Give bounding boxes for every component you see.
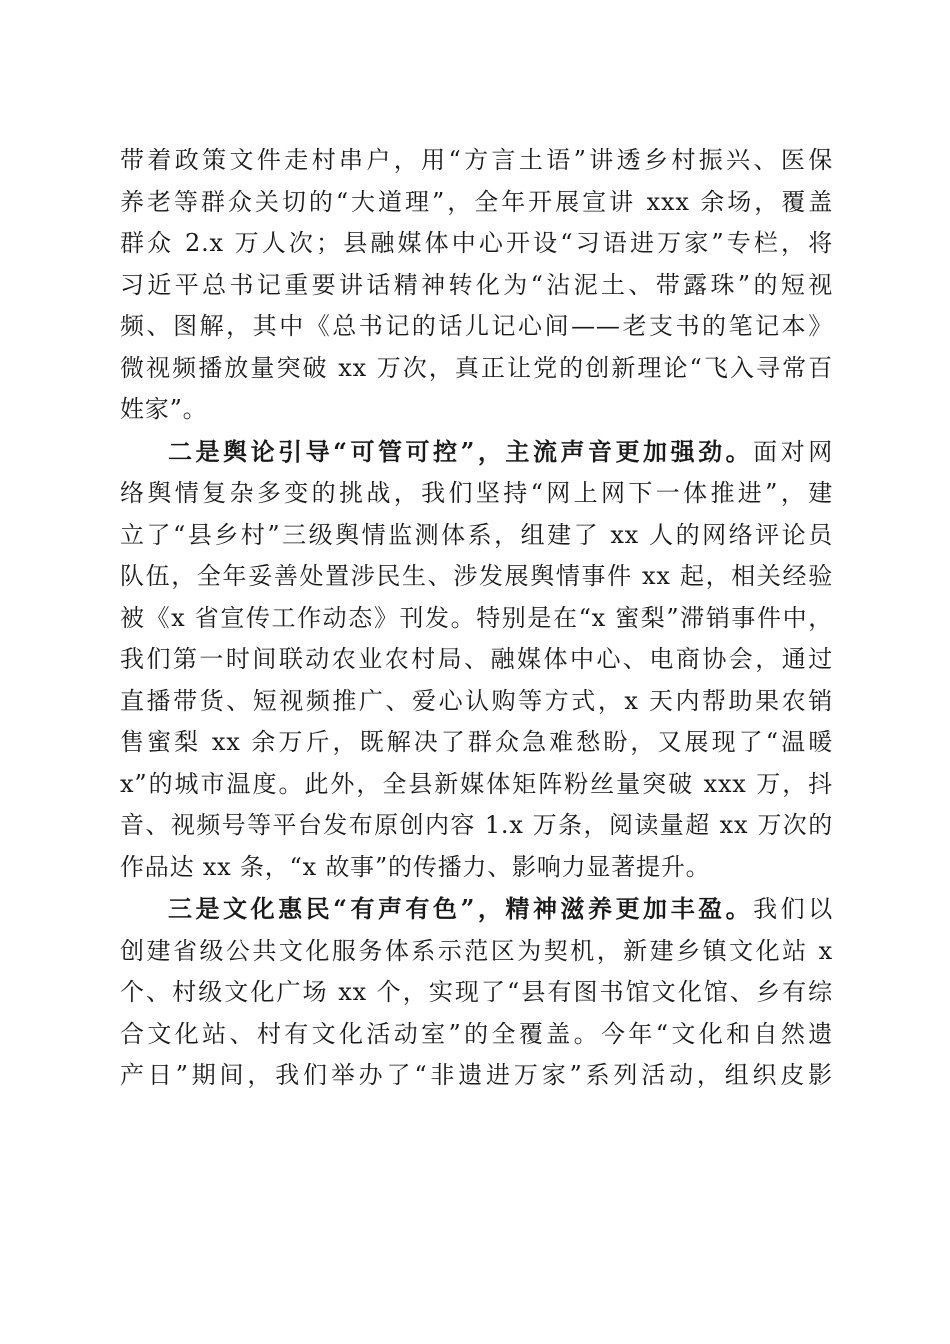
paragraph-3 — [120, 888, 833, 1097]
text-line: 作品达 xx 条，“x 故事”的传播力、影响力显著提升。 — [120, 852, 711, 881]
text-line: 售蜜梨 xx 余万斤，既解决了群众急难愁盼，又展现了“温暖 — [120, 728, 833, 756]
text-line: 带着政策文件走村串户，用“方言土语”讲透乡村振兴、医保 — [120, 146, 833, 174]
text-span: 面对网 — [753, 437, 833, 466]
text-line: 立了“县乡村”三级舆情监测体系，组建了 xx 人的网络评论员 — [120, 520, 833, 549]
text-line: 音、视频号等平台发布原创内容 1.x 万条，阅读量超 xx 万次的 — [120, 811, 833, 839]
text-span: 我们以 — [753, 895, 833, 923]
text-line: 习近平总书记重要讲话精神转化为“沾泥土、带露珠”的短视 — [120, 270, 833, 299]
text-line: 创建省级公共文化服务体系示范区为契机，新建乡镇文化站 x — [120, 936, 833, 965]
paragraph-1 — [120, 140, 833, 431]
text-line: 姓家”。 — [120, 395, 208, 423]
text-line: 直播带货、短视频推广、爱心认购等方式，x 天内帮助果农销 — [120, 686, 833, 715]
text-line: 我们第一时间联动农业农村局、融媒体中心、电商协会，通过 — [120, 645, 833, 673]
text-line — [120, 888, 833, 931]
text-line: 合文化站、村有文化活动室”的全覆盖。今年“文化和自然遗 — [120, 1019, 833, 1048]
document-body — [120, 140, 833, 1097]
text-line: 产日”期间，我们举办了“非遗进万家”系列活动，组织皮影 — [120, 1061, 833, 1089]
text-line: 群众 2.x 万人次；县融媒体中心开设“习语进万家”专栏，将 — [120, 229, 833, 257]
text-line: 微视频播放量突破 xx 万次，真正让党的创新理论“飞入寻常百 — [120, 353, 833, 382]
text-line: 养老等群众关切的“大道理”，全年开展宣讲 xxx 余场，覆盖 — [120, 187, 833, 216]
paragraph-lead-heading: 二是舆论引导“可管可控”，主流声音更加强劲。 — [168, 436, 754, 466]
text-line: 被《x 省宣传工作动态》刊发。特别是在“x 蜜梨”滞销事件中， — [120, 603, 833, 632]
text-line: 个、村级文化广场 xx 个，实现了“县有图书馆文化馆、乡有综 — [120, 978, 833, 1006]
text-line: 频、图解，其中《总书记的话儿记心间——老支书的笔记本》 — [120, 312, 833, 340]
paragraph-lead-heading: 三是文化惠民“有声有色”，精神滋养更加丰盈。 — [168, 894, 754, 923]
text-line: x”的城市温度。此外，全县新媒体矩阵粉丝量突破 xxx 万，抖 — [120, 769, 833, 798]
text-line: 队伍，全年妥善处置涉民生、涉发展舆情事件 xx 起，相关经验 — [120, 562, 833, 590]
text-line: 络舆情复杂多变的挑战，我们坚持“网上网下一体推进”，建 — [120, 479, 833, 507]
paragraph-2 — [120, 431, 833, 889]
text-line — [120, 431, 833, 474]
